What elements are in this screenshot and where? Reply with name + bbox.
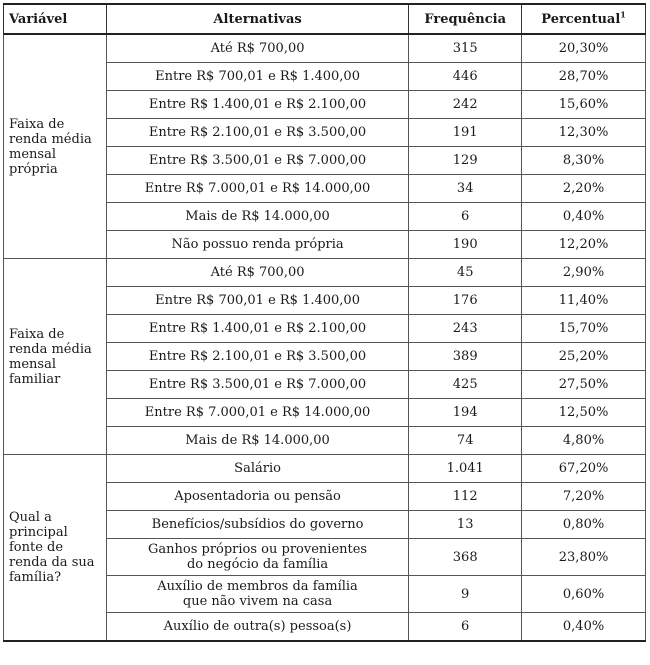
alternative-cell: Salário <box>106 455 408 483</box>
percent-cell: 11,40% <box>522 287 646 315</box>
percent-cell: 0,80% <box>522 511 646 539</box>
alternative-cell: Entre R$ 3.500,01 e R$ 7.000,00 <box>106 147 408 175</box>
alternative-cell: Até R$ 700,00 <box>106 259 408 287</box>
percent-cell: 28,70% <box>522 63 646 91</box>
alternative-cell: Entre R$ 3.500,01 e R$ 7.000,00 <box>106 371 408 399</box>
frequency-cell: 243 <box>409 315 522 343</box>
frequency-cell: 9 <box>409 576 522 613</box>
header-variable: Variável <box>4 4 107 34</box>
alternative-cell: Entre R$ 2.100,01 e R$ 3.500,00 <box>106 343 408 371</box>
percent-cell: 0,40% <box>522 203 646 231</box>
alternative-cell: Mais de R$ 14.000,00 <box>106 203 408 231</box>
alternative-cell: Aposentadoria ou pensão <box>106 483 408 511</box>
frequency-cell: 13 <box>409 511 522 539</box>
table-row <box>4 455 646 483</box>
header-percent-label: Percentual <box>541 11 621 27</box>
percent-cell: 12,50% <box>522 399 646 427</box>
alternative-cell: Até R$ 700,00 <box>106 34 408 63</box>
table-row <box>4 259 646 287</box>
percent-cell: 23,80% <box>522 539 646 576</box>
percent-cell: 2,20% <box>522 175 646 203</box>
percent-cell: 0,40% <box>522 613 646 642</box>
percent-cell: 2,90% <box>522 259 646 287</box>
table-body <box>4 34 646 641</box>
frequency-cell: 368 <box>409 539 522 576</box>
frequency-cell: 74 <box>409 427 522 455</box>
variable-cell: Qual a principal fonte de renda da sua família? <box>4 455 107 642</box>
alternative-cell: Entre R$ 2.100,01 e R$ 3.500,00 <box>106 119 408 147</box>
frequency-cell: 389 <box>409 343 522 371</box>
alternative-cell: Entre R$ 1.400,01 e R$ 2.100,00 <box>106 315 408 343</box>
header-row <box>4 4 646 34</box>
frequency-cell: 446 <box>409 63 522 91</box>
percent-cell: 4,80% <box>522 427 646 455</box>
alternative-cell: Ganhos próprios ou provenientes do negócio da família <box>106 539 408 576</box>
percent-cell: 25,20% <box>522 343 646 371</box>
percent-cell: 8,30% <box>522 147 646 175</box>
header-percent <box>522 4 646 34</box>
percent-cell: 15,60% <box>522 91 646 119</box>
alternative-cell: Benefícios/subsídios do governo <box>106 511 408 539</box>
frequency-cell: 6 <box>409 203 522 231</box>
variable-cell: Faixa de renda média mensal familiar <box>4 259 107 455</box>
percent-cell: 27,50% <box>522 371 646 399</box>
frequency-cell: 1.041 <box>409 455 522 483</box>
frequency-cell: 112 <box>409 483 522 511</box>
percent-cell: 7,20% <box>522 483 646 511</box>
frequency-cell: 194 <box>409 399 522 427</box>
frequency-cell: 190 <box>409 231 522 259</box>
percent-cell: 67,20% <box>522 455 646 483</box>
variable-cell: Faixa de renda média mensal própria <box>4 34 107 259</box>
alternative-cell: Entre R$ 7.000,01 e R$ 14.000,00 <box>106 175 408 203</box>
alternative-cell: Mais de R$ 14.000,00 <box>106 427 408 455</box>
frequency-cell: 6 <box>409 613 522 642</box>
frequency-cell: 176 <box>409 287 522 315</box>
alternative-cell: Entre R$ 1.400,01 e R$ 2.100,00 <box>106 91 408 119</box>
header-percent-footnote: 1 <box>620 9 626 20</box>
alternative-cell: Auxílio de membros da família que não vivem na casa <box>106 576 408 613</box>
percent-cell: 20,30% <box>522 34 646 63</box>
frequency-cell: 315 <box>409 34 522 63</box>
frequency-cell: 45 <box>409 259 522 287</box>
alternative-cell: Entre R$ 700,01 e R$ 1.400,00 <box>106 63 408 91</box>
income-table <box>3 3 646 642</box>
alternative-cell: Entre R$ 700,01 e R$ 1.400,00 <box>106 287 408 315</box>
frequency-cell: 129 <box>409 147 522 175</box>
alternative-cell: Entre R$ 7.000,01 e R$ 14.000,00 <box>106 399 408 427</box>
percent-cell: 12,30% <box>522 119 646 147</box>
frequency-cell: 191 <box>409 119 522 147</box>
header-frequency: Frequência <box>409 4 522 34</box>
percent-cell: 0,60% <box>522 576 646 613</box>
frequency-cell: 242 <box>409 91 522 119</box>
frequency-cell: 425 <box>409 371 522 399</box>
percent-cell: 15,70% <box>522 315 646 343</box>
header-alternatives: Alternativas <box>106 4 408 34</box>
percent-cell: 12,20% <box>522 231 646 259</box>
frequency-cell: 34 <box>409 175 522 203</box>
alternative-cell: Não possuo renda própria <box>106 231 408 259</box>
table-row <box>4 34 646 63</box>
alternative-cell: Auxílio de outra(s) pessoa(s) <box>106 613 408 642</box>
